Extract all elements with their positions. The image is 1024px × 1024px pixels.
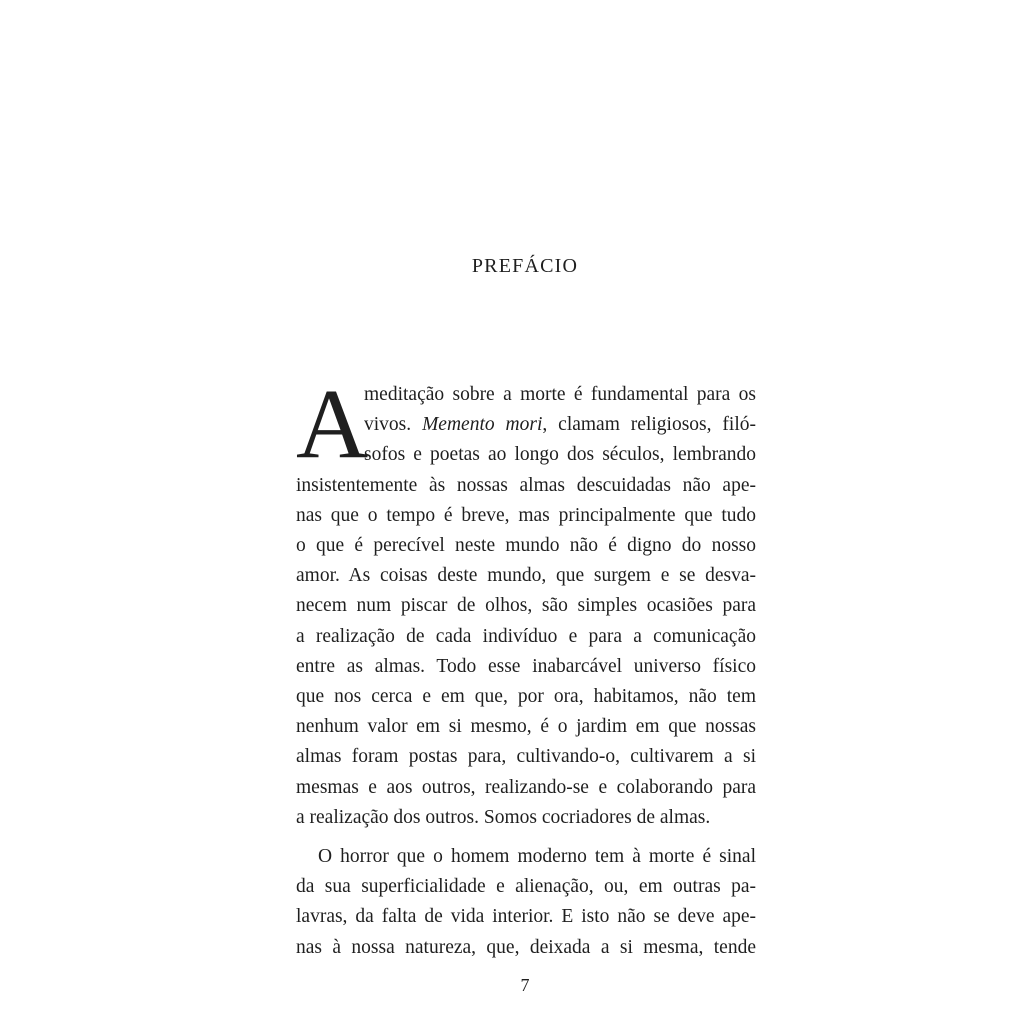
- paragraph-2: [296, 842, 756, 963]
- italic-phrase: Memento mori: [422, 414, 543, 436]
- text-line: o que é perecível neste mundo não é digno do nosso: [296, 535, 756, 557]
- body-text: [296, 368, 756, 963]
- text-line: a realização dos outros. Somos cocriadores de almas.: [296, 806, 711, 828]
- text-segment: vivos.: [364, 414, 423, 436]
- text-line: nas à nossa natureza, que, deixada a si mesma, tende: [296, 936, 756, 958]
- text-segment: , clamam religiosos, filó-: [542, 414, 756, 436]
- paragraph-1: [296, 368, 756, 833]
- text-line: amor. As coisas deste mundo, que surgem e se desva-: [296, 565, 756, 587]
- text-line: nas que o tempo é breve, mas principalmente que tudo: [296, 504, 756, 526]
- text-line: que nos cerca e em que, por ora, habitamos, não tem: [296, 686, 756, 708]
- text-line: entre as almas. Todo esse inabarcável universo físico: [296, 655, 756, 677]
- text-line: lavras, da falta de vida interior. E isto não se deve ape-: [296, 906, 756, 928]
- text-line: insistentemente às nossas almas descuidadas não ape-: [296, 474, 756, 496]
- text-line: sofos e poetas ao longo dos séculos, lembrando: [364, 444, 756, 466]
- drop-cap: A: [296, 368, 369, 479]
- chapter-heading: PREFÁCIO: [471, 255, 579, 277]
- text-line: a realização de cada indivíduo e para a comunicação: [296, 625, 756, 647]
- text-line: da sua superficialidade e alienação, ou, em outras pa-: [296, 876, 756, 898]
- page-number: 7: [520, 975, 530, 995]
- text-line: nenhum valor em si mesmo, é o jardim em que nossas: [296, 716, 756, 738]
- text-line: necem num piscar de olhos, são simples ocasiões para: [296, 595, 756, 617]
- text-line: almas foram postas para, cultivando-o, cultivarem a si: [296, 746, 756, 768]
- text-line: O horror que o homem moderno tem à morte é sinal: [318, 846, 756, 868]
- paragraph-spacer: [296, 833, 756, 842]
- text-line: meditação sobre a morte é fundamental para os: [364, 384, 756, 405]
- text-line: mesmas e aos outros, realizando-se e colaborando para: [296, 776, 756, 798]
